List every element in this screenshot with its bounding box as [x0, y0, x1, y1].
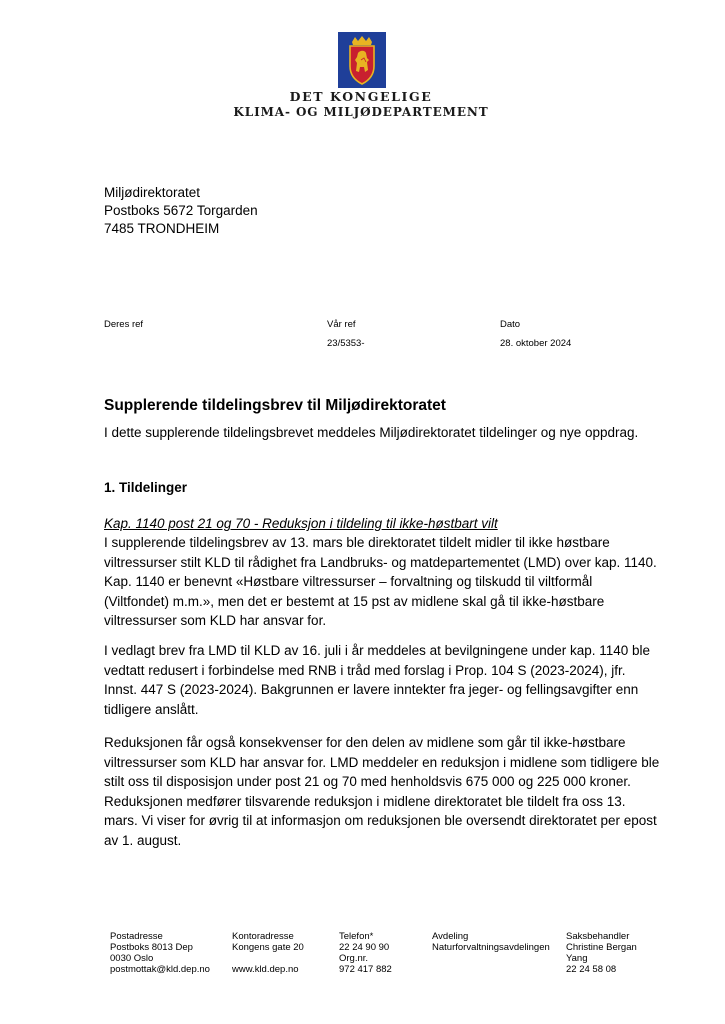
- recipient-name: Miljødirektoratet: [104, 185, 201, 200]
- footer-line: 22 24 58 08: [566, 964, 617, 975]
- recipient-street: Postboks 5672 Torgarden: [104, 203, 258, 218]
- paragraph-line: tidligere anslått.: [104, 701, 199, 717]
- paragraph-line: mars. Vi viser for øvrig til at informasjon om reduksjonen ble oversendt direktoratet per epost: [104, 813, 657, 829]
- var-ref-label: Vår ref: [327, 319, 356, 330]
- paragraph-2: [104, 641, 664, 719]
- footer-telefon: [339, 931, 392, 975]
- footer-line: Postboks 8013 Dep: [110, 942, 193, 953]
- paragraph-line: viltressurser stilt KLD til rådighet fra Landbruks- og matdepartementet (LMD) over kap. 1140.: [104, 554, 657, 570]
- footer-avdeling: [432, 931, 550, 953]
- paragraph-line: av 1. august.: [104, 832, 182, 848]
- paragraph-line: I supplerende tildelingsbrev av 13. mars ble direktoratet tildelt midler til ikke høstbare: [104, 535, 610, 550]
- footer-line: Kongens gate 20: [232, 942, 304, 953]
- recipient-address: [104, 184, 258, 238]
- deres-ref-label: Deres ref: [104, 319, 144, 330]
- footer-heading: Postadresse: [110, 931, 163, 942]
- department-logo: [232, 30, 490, 130]
- subsection-heading: Kap. 1140 post 21 og 70 - Reduksjon i tildeling til ikke-høstbart vilt: [104, 516, 498, 531]
- paragraph-line: viltressurser som KLD har ansvar for.: [104, 613, 327, 629]
- section-heading: 1. Tildelinger: [104, 480, 188, 495]
- paragraph-line: I vedlagt brev fra LMD til KLD av 16. juli i år meddeles at bevilgningene under kap. 1140 ble: [104, 643, 651, 658]
- paragraph-line: viltressurser som KLD har ansvar for. LMD meddeler en reduksjon i midlene som tidligere ble: [104, 754, 660, 770]
- department-name-line2: KLIMA- OG MILJØDEPARTEMENT: [233, 105, 489, 119]
- footer-heading: Saksbehandler: [566, 931, 630, 942]
- paragraph-3: [104, 733, 664, 851]
- footer-line: 972 417 882: [339, 964, 392, 975]
- var-ref-value: 23/5353-: [327, 338, 365, 349]
- footer-line: 22 24 90 90: [339, 942, 390, 953]
- footer-saksbehandler: [566, 931, 637, 975]
- letter-title: Supplerende tildelingsbrev til Miljødirektoratet: [104, 397, 446, 414]
- letter-intro: I dette supplerende tildelingsbrevet meddeles Miljødirektoratet tildelinger og nye oppdrag.: [104, 425, 639, 440]
- footer-heading: Telefon*: [339, 931, 374, 942]
- footer-line: 0030 Oslo: [110, 953, 154, 964]
- footer-line: Yang: [566, 953, 588, 964]
- footer-heading: Kontoradresse: [232, 931, 294, 942]
- footer-line: [232, 953, 304, 964]
- paragraph-line: Reduksjonen medfører tilsvarende reduksjon i midlene direktoratet ble tildelt fra oss 13.: [104, 793, 626, 809]
- coat-of-arms-icon: [338, 32, 386, 88]
- footer-line: Naturforvaltningsavdelingen: [432, 942, 550, 953]
- paragraph-1: [104, 533, 664, 631]
- footer-email-link[interactable]: postmottak@kld.dep.no: [110, 964, 210, 975]
- department-name-line1: DET KONGELIGE: [289, 89, 433, 104]
- footer-kontoradresse: [232, 931, 304, 975]
- footer-website-link[interactable]: www.kld.dep.no: [232, 964, 299, 975]
- paragraph-line: Kap. 1140 er benevnt «Høstbare viltressurser – forvaltning og tilskudd til viltformål: [104, 574, 593, 590]
- paragraph-line: stilt oss til disposisjon under post 21 og 70 med henholdsvis 675 000 og 225 000 kroner.: [104, 774, 631, 790]
- recipient-city: 7485 TRONDHEIM: [104, 221, 220, 236]
- footer-postadresse: [110, 931, 210, 975]
- dato-value: 28. oktober 2024: [500, 338, 572, 349]
- footer-line: Org.nr.: [339, 953, 369, 964]
- paragraph-line: vedtatt redusert i forbindelse med RNB i tråd med forslag i Prop. 104 S (2023-2024), jfr.: [104, 662, 626, 678]
- dato-label: Dato: [500, 319, 521, 330]
- paragraph-line: (Viltfondet) m.m.», men det er bestemt at 15 pst av midlene skal gå til ikke-høstbare: [104, 593, 605, 609]
- paragraph-line: Reduksjonen får også konsekvenser for den delen av midlene som går til ikke-høstbare: [104, 735, 626, 750]
- footer-line: Christine Bergan: [566, 942, 637, 953]
- footer-heading: Avdeling: [432, 931, 469, 942]
- paragraph-line: Innst. 447 S (2023-2024). Bakgrunnen er lavere inntekter fra jeger- og fellingsavgifter enn: [104, 682, 639, 698]
